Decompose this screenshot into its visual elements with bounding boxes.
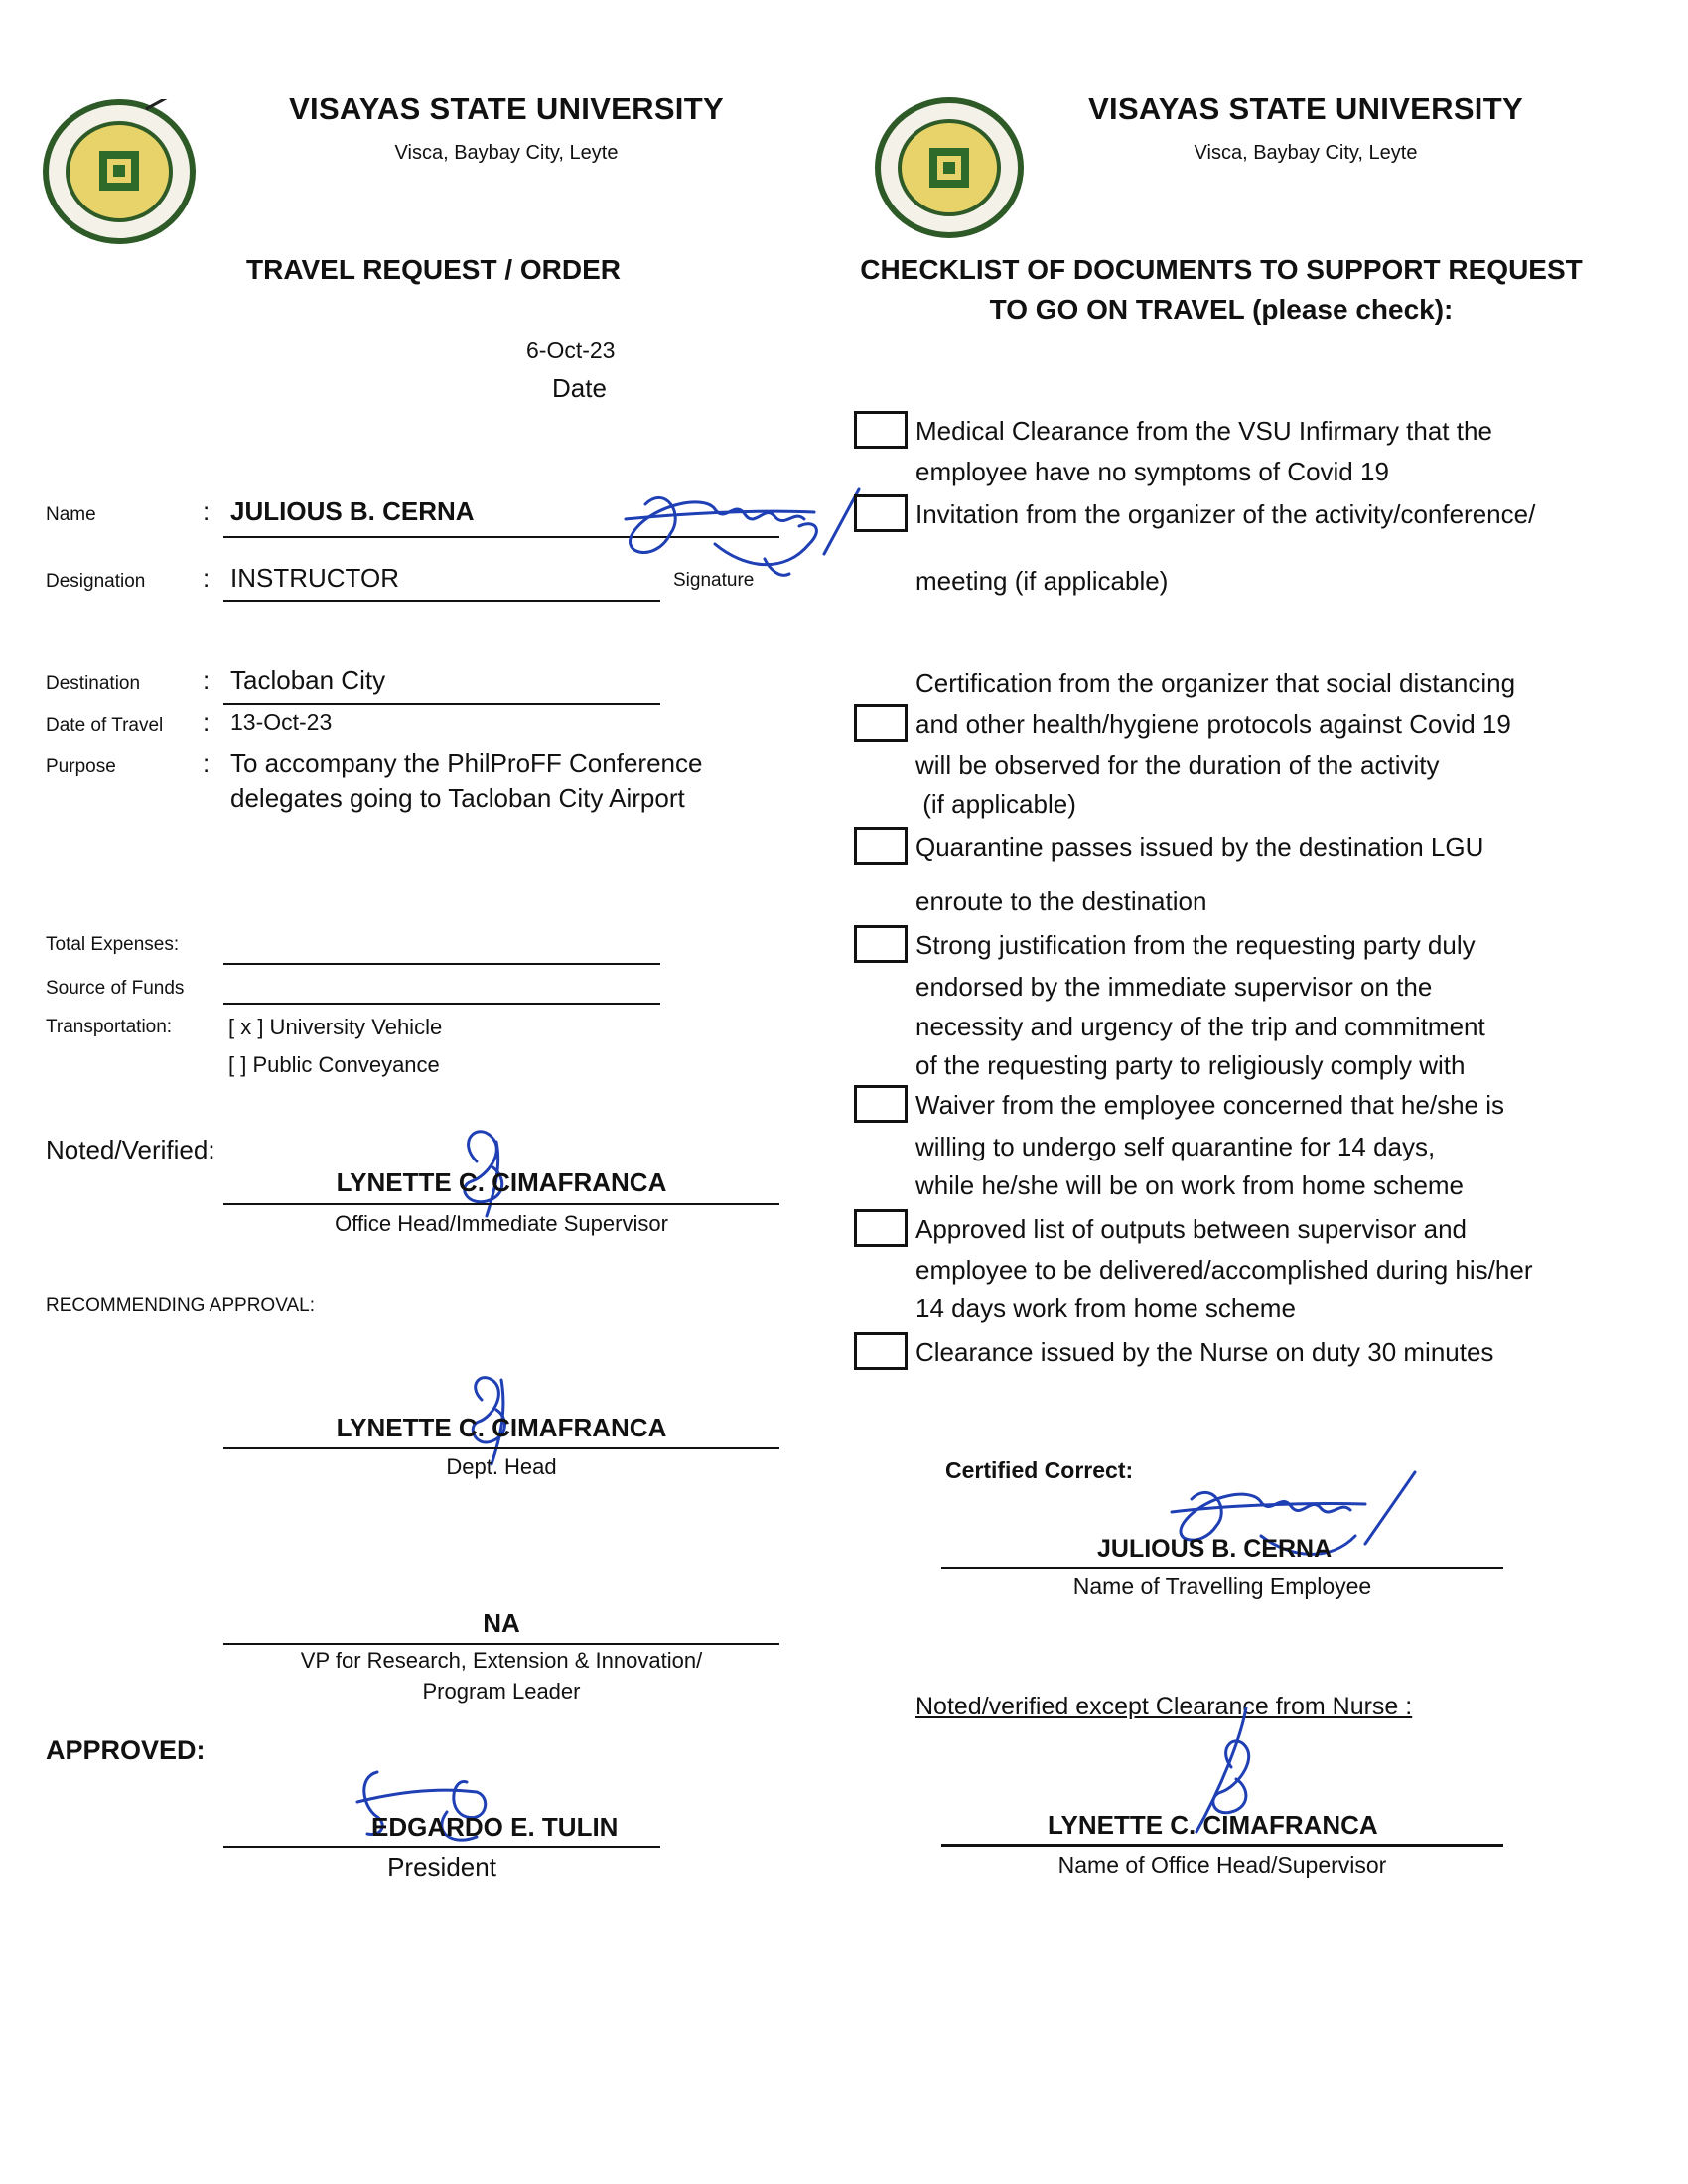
name-underline — [223, 536, 779, 538]
noted-except-nurse-label: Noted/verified except Clearance from Nurse : — [915, 1693, 1413, 1720]
name-value: JULIOUS B. CERNA — [230, 496, 475, 526]
checklist-line: of the requesting party to religiously comply with — [915, 1050, 1466, 1080]
checklist-line: Invitation from the organizer of the activity/conference/ — [915, 499, 1536, 529]
designation-colon: : — [203, 563, 211, 593]
purpose-line-2: delegates going to Tacloban City Airport — [230, 783, 685, 813]
checkbox-nurse-clearance[interactable] — [854, 1332, 908, 1370]
purpose-line-1: To accompany the PhilProFF Conference — [230, 749, 703, 778]
vp-name: NA — [483, 1608, 520, 1638]
checklist-title-line-1: CHECKLIST OF DOCUMENTS TO SUPPORT REQUEST — [860, 254, 1583, 285]
destination-value: Tacloban City — [230, 665, 386, 695]
checklist-line: and other health/hygiene protocols against Covid 19 — [915, 709, 1511, 739]
checklist-line: Clearance issued by the Nurse on duty 30 minutes — [915, 1337, 1494, 1367]
total-expenses-underline — [223, 963, 660, 965]
transportation-label: Transportation: — [46, 1017, 173, 1037]
checkbox-invitation[interactable] — [854, 494, 908, 532]
date-of-travel-label: Date of Travel — [46, 715, 164, 736]
checkbox-certification-protocols[interactable] — [854, 704, 908, 742]
supervisor-role: Name of Office Head/Supervisor — [1057, 1852, 1387, 1878]
recommending-role: Dept. Head — [446, 1454, 557, 1479]
checklist-line: meeting (if applicable) — [915, 566, 1169, 596]
noted-verified-label: Noted/Verified: — [46, 1135, 215, 1164]
purpose-label: Purpose — [46, 756, 116, 777]
date-of-travel-value: 13-Oct-23 — [230, 709, 333, 735]
certified-correct-label: Certified Correct: — [945, 1457, 1134, 1483]
form-title: TRAVEL REQUEST / ORDER — [246, 254, 622, 285]
checklist-line: Strong justification from the requesting party duly — [915, 930, 1476, 960]
checklist-line: Waiver from the employee concerned that he/she is — [915, 1090, 1504, 1120]
checkbox-medical-clearance[interactable] — [854, 411, 908, 449]
checklist-line: willing to undergo self quarantine for 14 days, — [915, 1132, 1436, 1161]
checklist-line: employee have no symptoms of Covid 19 — [915, 457, 1389, 486]
noted-underline — [223, 1203, 779, 1205]
destination-colon: : — [203, 665, 211, 695]
checklist-line: while he/she will be on work from home scheme — [915, 1170, 1465, 1200]
university-address-right: Visca, Baybay City, Leyte — [1194, 142, 1418, 164]
checkbox-approved-outputs[interactable] — [854, 1209, 908, 1247]
checklist-line: will be observed for the duration of the activity — [915, 751, 1440, 780]
designation-label: Designation — [46, 571, 146, 592]
checklist-line: Approved list of outputs between supervisor and — [915, 1214, 1468, 1244]
source-of-funds-underline — [223, 1003, 660, 1005]
university-address-left: Visca, Baybay City, Leyte — [394, 142, 619, 164]
president-underline — [223, 1846, 660, 1848]
checklist-line: endorsed by the immediate supervisor on the — [915, 972, 1433, 1002]
transport-option-university-vehicle: [ x ] University Vehicle — [228, 1015, 443, 1039]
recommending-approval-label: RECOMMENDING APPROVAL: — [46, 1296, 315, 1316]
date-of-travel-colon: : — [203, 707, 211, 737]
checkbox-waiver[interactable] — [854, 1085, 908, 1123]
supervisor-name: LYNETTE C. CIMAFRANCA — [1048, 1810, 1378, 1840]
supervisor-underline — [941, 1844, 1503, 1847]
checkbox-quarantine-passes[interactable] — [854, 827, 908, 865]
employee-role: Name of Travelling Employee — [1072, 1573, 1372, 1599]
vp-role-line-1: VP for Research, Extension & Innovation/ — [300, 1648, 703, 1673]
checklist-line: enroute to the destination — [915, 887, 1207, 916]
destination-label: Destination — [46, 673, 141, 694]
checklist-line: necessity and urgency of the trip and commitment — [915, 1012, 1485, 1041]
checklist-line: Medical Clearance from the VSU Infirmary that the — [915, 416, 1492, 446]
transport-option-public-conveyance: [ ] Public Conveyance — [228, 1052, 440, 1077]
employee-underline — [941, 1567, 1503, 1569]
employee-signature — [596, 475, 864, 584]
employee-name: JULIOUS B. CERNA — [1097, 1535, 1333, 1563]
university-name-right: VISAYAS STATE UNIVERSITY — [1088, 91, 1523, 126]
recommending-underline — [223, 1447, 779, 1449]
source-of-funds-label: Source of Funds — [46, 978, 185, 999]
checkbox-strong-justification[interactable] — [854, 925, 908, 963]
signature-label: Signature — [673, 570, 755, 591]
president-role: President — [387, 1852, 496, 1882]
noted-role: Office Head/Immediate Supervisor — [335, 1211, 668, 1236]
approved-label: APPROVED: — [46, 1735, 206, 1765]
destination-underline — [223, 703, 660, 705]
noted-name: LYNETTE C. CIMAFRANCA — [336, 1167, 667, 1197]
checklist-title-line-2: TO GO ON TRAVEL (please check): — [989, 294, 1454, 325]
president-name: EDGARDO E. TULIN — [371, 1812, 619, 1842]
vp-role-line-2: Program Leader — [422, 1679, 581, 1704]
checklist-line: 14 days work from home scheme — [915, 1294, 1296, 1323]
checklist-line: Certification from the organizer that social distancing — [915, 668, 1516, 698]
checklist-line: employee to be delivered/accomplished during his/her — [915, 1255, 1533, 1285]
date-label: Date — [552, 373, 607, 403]
vp-underline — [223, 1643, 779, 1645]
designation-underline — [223, 600, 660, 602]
purpose-colon: : — [203, 749, 211, 778]
request-date: 6-Oct-23 — [526, 338, 616, 363]
university-seal-right — [874, 97, 1025, 238]
designation-value: INSTRUCTOR — [230, 563, 399, 593]
university-seal-left — [42, 99, 197, 244]
university-name-left: VISAYAS STATE UNIVERSITY — [289, 91, 724, 126]
total-expenses-label: Total Expenses: — [46, 934, 180, 955]
checklist-line: (if applicable) — [915, 789, 1076, 819]
recommending-name: LYNETTE C. CIMAFRANCA — [336, 1413, 667, 1442]
checklist-line: Quarantine passes issued by the destination LGU — [915, 832, 1484, 862]
name-colon: : — [203, 496, 211, 526]
name-label: Name — [46, 504, 96, 525]
